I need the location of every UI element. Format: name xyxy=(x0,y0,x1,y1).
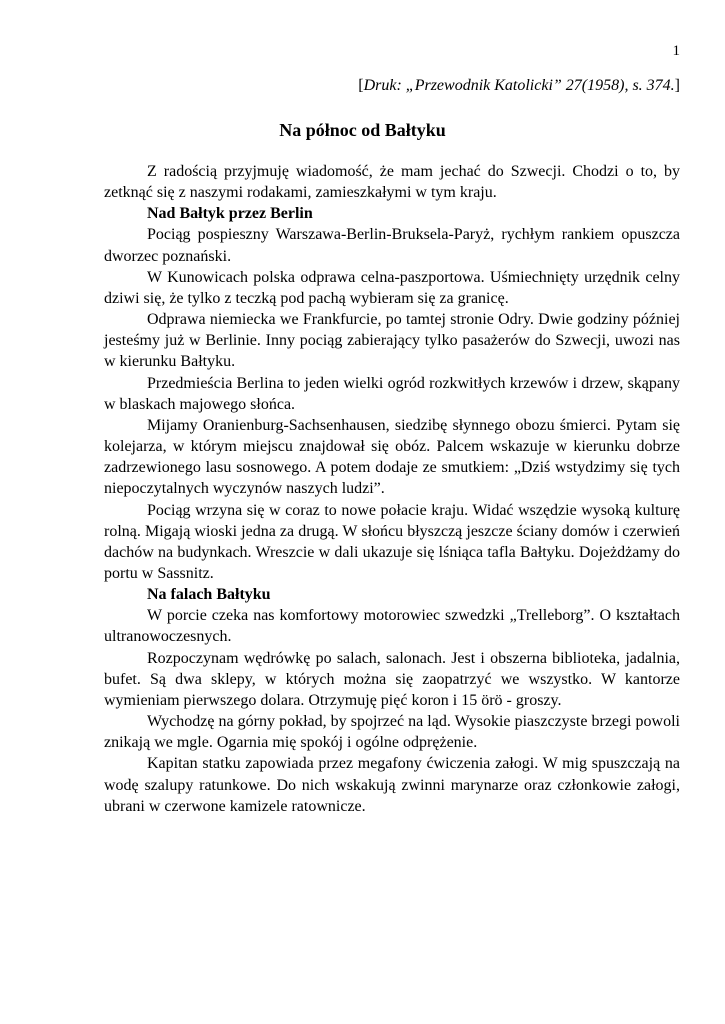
source-citation xyxy=(358,76,680,96)
paragraph: Mijamy Oranienburg-Sachsenhausen, siedzibę słynnego obozu śmierci. Pytam się kolejarza, w którym miejscu znajdował się obóz. Palcem wskazuje w kierunku dobrze zadrzewionego lasu sosnowego. A potem dodaje ze smutkiem: „Dziś wstydzimy się tych niepoczytalnych wyczynów naszych ludzi”. xyxy=(104,416,680,498)
source-bracket-close: ] xyxy=(674,77,680,94)
paragraph: Odprawa niemiecka we Frankfurcie, po tamtej stronie Odry. Dwie godziny później jesteśmy już w Berlinie. Inny pociąg zabierający tylko pasażerów do Szwecji, uwozi nas w kierunku Bałtyku. xyxy=(104,311,680,371)
paragraph: Przedmieścia Berlina to jeden wielki ogród rozkwitłych krzewów i drzew, skąpany w blaskach majowego słońca. xyxy=(104,374,680,413)
document-body xyxy=(104,161,680,817)
paragraph: Z radością przyjmuję wiadomość, że mam jechać do Szwecji. Chodzi o to, by zetknąć się z naszymi rodakami, zamieszkałymi w tym kraju. xyxy=(104,163,680,202)
paragraph: Rozpoczynam wędrówkę po salach, salonach. Jest i obszerna biblioteka, jadalnia, bufet. Są dwa sklepy, w których można się zaopatrzyć we wszystko. W kantorze wymieniam pierwszego dolara. Otrzymuję pięć koron i 15 örö - groszy. xyxy=(104,649,680,709)
section-heading: Nad Bałtyk przez Berlin xyxy=(147,205,313,223)
paragraph: Pociąg pospieszny Warszawa-Berlin-Bruksela-Paryż, rychłym rankiem opuszcza dworzec poznański. xyxy=(104,226,680,265)
paragraph: W porcie czeka nas komfortowy motorowiec szwedzki „Trelleborg”. O kształtach ultranowoczesnych. xyxy=(104,607,680,646)
section-heading: Na falach Bałtyku xyxy=(147,586,271,604)
paragraph: W Kunowicach polska odprawa celna-paszportowa. Uśmiechnięty urzędnik celny dziwi się, że tylko z teczką pod pachą wybieram się za granicę. xyxy=(104,268,680,307)
source-text: Druk: „Przewodnik Katolicki” 27(1958), s. 374. xyxy=(363,77,675,94)
document-title: Na północ od Bałtyku xyxy=(279,120,446,140)
page-number: 1 xyxy=(672,43,680,59)
paragraph: Wychodzę na górny pokład, by spojrzeć na ląd. Wysokie piaszczyste brzegi powoli znikają we mgle. Ogarnia mię spokój i ogólne odprężenie. xyxy=(104,713,680,752)
paragraph: Pociąg wrzyna się w coraz to nowe połacie kraju. Widać wszędzie wysoką kulturę rolną. Migają wioski jedna za drugą. W słońcu błyszczą jeszcze ściany domów i czerwień dachów na budynkach. Wreszcie w dali ukazuje się lśniąca tafla Bałtyku. Dojeżdżamy do portu w Sassnitz. xyxy=(104,501,680,582)
paragraph: Kapitan statku zapowiada przez megafony ćwiczenia załogi. W mig spuszczają na wodę szalupy ratunkowe. Do nich wskakują zwinni marynarze oraz członkowie załogi, ubrani w czerwone kamizele ratownicze. xyxy=(104,755,680,815)
source-bracket-open: [ xyxy=(358,77,364,94)
